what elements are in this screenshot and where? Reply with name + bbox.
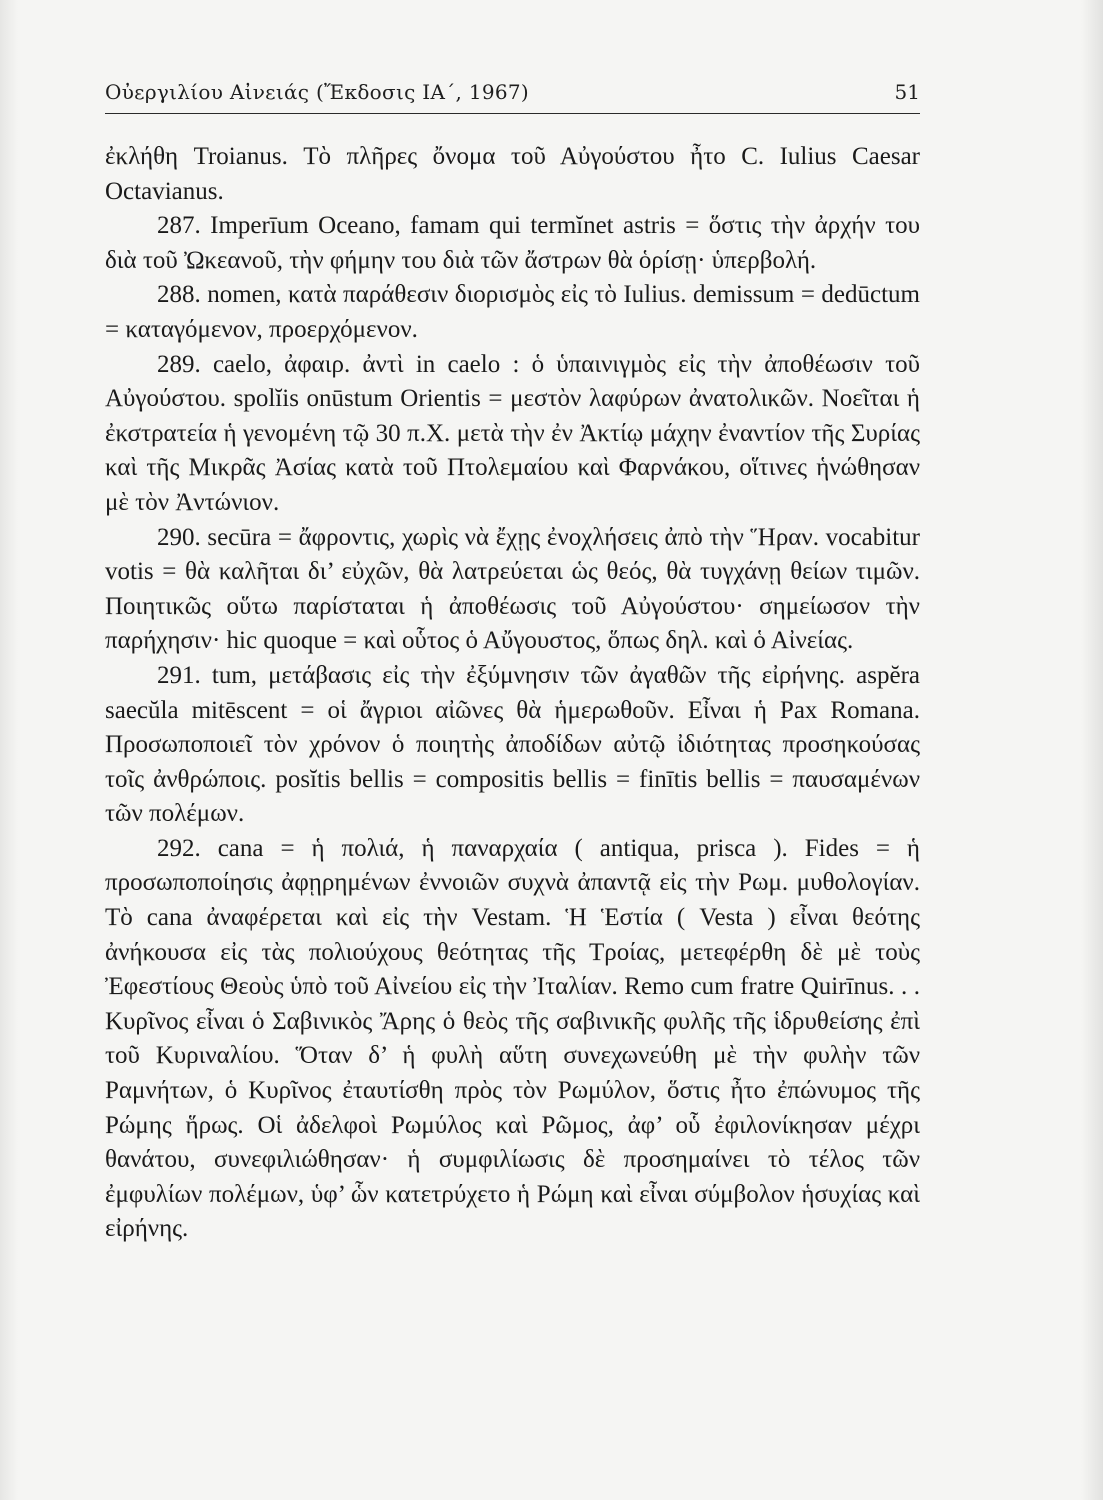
body-text — [105, 140, 920, 1247]
running-head — [105, 76, 920, 110]
running-head-title: Οὐεργιλίου Αἰνειάς (Ἔκδοσις ΙΑ΄, 1967) — [105, 80, 530, 104]
note-290: 290. secūra = ἄφροντις, χωρὶς νὰ ἔχῃς ἐνοχλήσεις ἀπὸ τὴν Ἥραν. vocabitur votis = θὰ καλῆται δι’ εὐχῶν, θὰ λατρεύεται ὡς θεός, θὰ τυγχάνῃ θείων τιμῶν. Ποιητικῶς οὕτω παρίσταται ἡ ἀποθέωσις τοῦ Αὐγούστου· σημείωσον τὴν παρήχησιν· hic quoque = καὶ οὗτος ὁ Αὔγουστος, ὅπως δηλ. καὶ ὁ Αἰνείας. — [105, 523, 920, 655]
page-number: 51 — [894, 80, 920, 104]
paragraph-continuation: ἐκλήθη Troianus. Τὸ πλῆρες ὄνομα τοῦ Αὐγούστου ἦτο C. Iulius Caesar Octavianus. — [105, 143, 920, 205]
header-rule — [105, 113, 920, 114]
note-289: 289. caelo, ἀφαιρ. ἀντὶ in caelo : ὁ ὑπαινιγμὸς εἰς τὴν ἀποθέωσιν τοῦ Αὐγούστου. spolĭis onūstum Orientis = μεστὸν λαφύρων ἀνατολικῶν. Νοεῖται ἡ ἐκστρατεία ἡ γενομένη τῷ 30 π.Χ. μετὰ τὴν ἐν Ἀκτίῳ μάχην ἐναντίον τῆς Συρίας καὶ τῆς Μικρᾶς Ἀσίας κατὰ τοῦ Πτολεμαίου καὶ Φαρνάκου, οἵτινες ἡνώθησαν μὲ τὸν Ἀντώνιον. — [105, 350, 920, 516]
note-288: 288. nomen, κατὰ παράθεσιν διορισμὸς εἰς τὸ Iulius. demissum = dedūctum = καταγόμενον, προερχόμενον. — [105, 281, 920, 343]
note-292: 292. cana = ἡ πολιά, ἡ παναρχαία ( antiqua, prisca ). Fides = ἡ προσωποποίησις ἀφῃρημένων ἐννοιῶν συχνὰ ἀπαντᾷ εἰς τὴν Ρωμ. μυθολογίαν. Τὸ cana ἀναφέρεται καὶ εἰς τὴν Vestam. Ἡ Ἑστία ( Vesta ) εἶναι θεότης ἀνήκουσα εἰς τὰς πολιούχους θεότητας τῆς Τροίας, μετεφέρθη δὲ μὲ τοὺς Ἐφεστίους Θεοὺς ὑπὸ τοῦ Αἰνείου εἰς τὴν Ἰταλίαν. Remo cum fratre Quirīnus. . . Κυρῖνος εἶναι ὁ Σαβινικὸς Ἄρης ὁ θεὸς τῆς σαβινικῆς φυλῆς τῆς ἱδρυθείσης ἐπὶ τοῦ Κυριναλίου. Ὅταν δ’ ἡ φυλὴ αὕτη συνεχωνεύθη μὲ τὴν φυλὴν τῶν Ραμνήτων, ὁ Κυρῖνος ἐταυτίσθη πρὸς τὸν Ρωμύλον, ὅστις ἦτο ἐπώνυμος τῆς Ρώμης ἥρως. Οἱ ἀδελφοὶ Ρωμύλος καὶ Ρῶμος, ἀφ’ οὗ ἐφιλονίκησαν μέχρι θανάτου, συνεφιλιώθησαν· ἡ συμφιλίωσις δὲ προσημαίνει τὸ τέλος τῶν ἐμφυλίων πολέμων, ὑφ’ ὧν κατετρύχετο ἡ Ρώμη καὶ εἶναι σύμβολον ἡσυχίας καὶ εἰρήνης. — [105, 834, 920, 1243]
note-291: 291. tum, μετάβασις εἰς τὴν ἐξύμνησιν τῶν ἀγαθῶν τῆς εἰρήνης. aspĕra saecŭla mitēscent = οἱ ἄγριοι αἰῶνες θὰ ἡμερωθοῦν. Εἶναι ἡ Pax Romana. Προσωποποιεῖ τὸν χρόνον ὁ ποιητὴς ἀποδίδων αὐτῷ ἰδιότητας προσηκούσας τοῖς ἀνθρώποις. posĭtis bellis = compositis bellis = finītis bellis = παυσαμένων τῶν πολέμων. — [105, 661, 920, 828]
page-right-edge-shadow — [1081, 0, 1103, 1500]
note-287: 287. Imperīum Oceano, famam qui termĭnet astris = ὅστις τὴν ἀρχήν του διὰ τοῦ Ὠκεανοῦ, τὴν φήμην του διὰ τῶν ἄστρων θὰ ὁρίσῃ· ὑπερβολή. — [105, 212, 920, 274]
page-left-edge-shadow — [0, 0, 18, 1500]
